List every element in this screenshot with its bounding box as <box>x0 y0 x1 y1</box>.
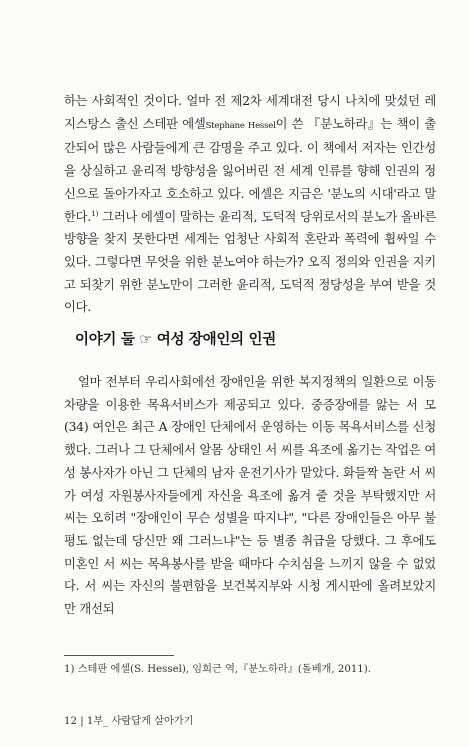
body-paragraph-1 <box>64 90 436 319</box>
footnote-divider <box>64 655 174 656</box>
latin-name: Stephane Hessel <box>205 120 276 131</box>
page-folio: 12 | 1부_ 사람답게 살아가기 <box>64 716 194 727</box>
paragraph-1-text-a: 하는 사회적인 것이다. 얼마 전 제2차 세계대전 당시 나치에 맞섰던 레지스탕스 출신 스테판 에셀 <box>64 94 436 131</box>
footnote-reference: 1) <box>91 208 99 218</box>
section-heading: 이야기 둘 ☞ 여성 장애인의 인권 <box>75 332 276 348</box>
paragraph-1-text-c: 그러나 에셀이 말하는 윤리적, 도덕적 당위로서의 분노가 올바른 방향을 찾지 못한다면 세계는 엄청난 사회적 혼란과 폭력에 휩싸일 수 있다. 그렇다면 무엇을 위한 분노여야 하는가? 오직 정의와 인권을 지키고 되찾기 위한 분노만이 그러한 윤리적, 도덕적 정당성을 부여 받을 것이다. <box>64 209 436 315</box>
body-paragraph-2: 얼마 전부터 우리사회에선 장애인을 위한 복지정책의 일환으로 이동차량을 이용한 목욕서비스가 제공되고 있다. 중증장애를 앓는 서 모(34) 여인은 최근 A 장애인 단체에서 운영하는 이동 목욕서비스를 신청했다. 그러나 그 단체에서 알몸 상태인 서 씨를 욕조에 옮기는 작업은 여성 봉사자가 아닌 그 단체의 남자 운전기사가 맡았다. 화들짝 놀란 서 씨가 여성 자원봉사자들에게 자신을 욕조에 옮겨 줄 것을 부탁했지만 서 씨는 오히려 "장애인이 무슨 성별을 따지냐", "다른 장애인들은 아무 불평도 없는데 당신만 왜 그러느냐"는 등 별종 취급을 당했다. 그 후에도 미혼인 서 씨는 목욕봉사를 받을 때마다 수치심을 느끼지 않을 수 없었다. 서 씨는 자신의 불편함을 보건복지부와 시청 게시판에 올려보았지만 개선되 <box>64 375 436 617</box>
paragraph-1-text-b: 이 쓴 『분노하라』는 책이 출간되어 많은 사람들에게 큰 감명을 주고 있다. 이 책에서 저자는 인간성을 상실하고 윤리적 방향성을 잃어버린 전 세계 인류를 향해 인권의 정신으로 돌아가자고 호소하고 있다. 에셀은 지금은 '분노의 시대'라고 말한다. <box>64 116 436 224</box>
footnote: 1) 스테판 에셀(S. Hessel), 임희근 역,『분노하라』(돌베개, 2011). <box>64 664 372 675</box>
